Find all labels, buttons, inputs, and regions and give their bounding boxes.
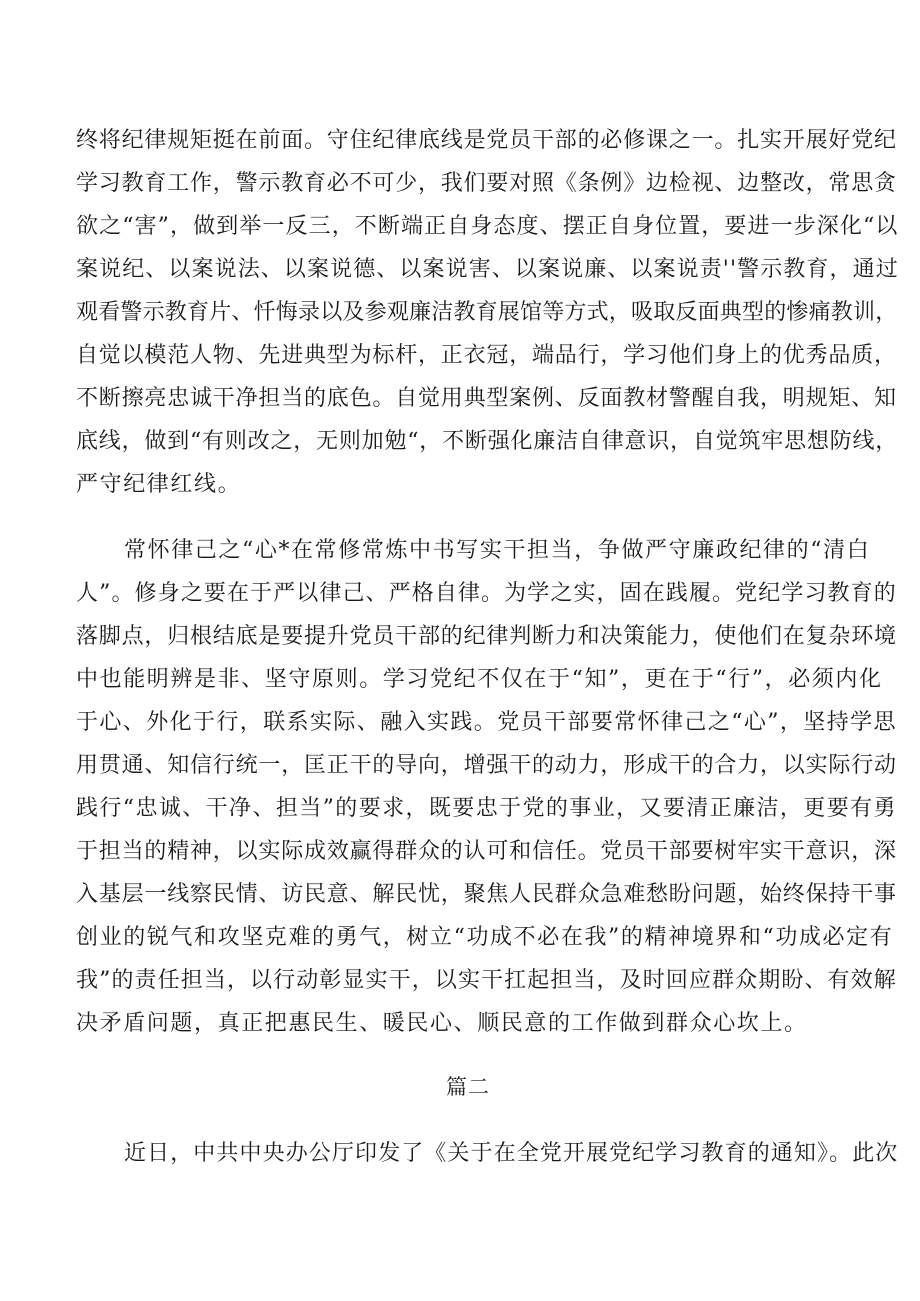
paragraph-2-line-3: 落脚点，归根结底是要提升党员干部的纪律判断力和决策能力，使他们在复杂环境	[76, 624, 897, 649]
paragraph-2-line-2: 人”。修身之要在于严以律己、严格自律。为学之实，固在践履。党纪学习教育的	[76, 581, 897, 606]
paragraph-2-line-1: 常怀律己之“心*在常修常炼中书写实干担当，争做严守廉政纪律的“清白	[124, 538, 871, 563]
paragraph-2-line-7: 践行“忠诚、干净、担当”的要求，既要忠于党的事业，又要清正廉洁，更要有勇	[76, 796, 897, 821]
paragraph-2-line-11: 我”的责任担当，以行动彰显实干，以实干扛起担当，及时回应群众期盼、有效解	[76, 968, 897, 993]
paragraph-2-line-12: 决矛盾问题，真正把惠民生、暖民心、顺民意的工作做到群众心坎上。	[76, 1011, 808, 1036]
paragraph-1-line-7: 不断擦亮忠诚干净担当的底色。自觉用典型案例、反面教材警醒自我，明规矩、知	[76, 386, 897, 411]
paragraph-1-line-3: 欲之“害”，做到举一反三，不断端正自身态度、摆正自身位置，要进一步深化“以	[76, 214, 899, 239]
paragraph-2-line-5: 于心、外化于行，联系实际、融入实践。党员干部要常怀律己之“心”，坚持学思	[76, 710, 897, 735]
paragraph-1-line-8: 底线，做到“有则改之，无则加勉“，不断强化廉洁自律意识，自觉筑牢思想防线，	[76, 429, 899, 454]
paragraph-1-line-1: 终将纪律规矩挺在前面。守住纪律底线是党员干部的必修课之一。扎实开展好党纪	[76, 128, 897, 153]
paragraph-1-line-2: 学习教育工作，警示教育必不可少，我们要对照《条例》边检视、边整改，常思贪	[76, 171, 897, 196]
paragraph-1-line-9: 严守纪律红线。	[76, 472, 242, 497]
paragraph-2-line-6: 用贯通、知信行统一，匡正干的导向，增强干的动力，形成干的合力，以实际行动	[76, 753, 897, 778]
paragraph-3-line-1: 近日，中共中央办公厅印发了《关于在全党开展党纪学习教育的通知》。此次	[124, 1141, 899, 1166]
paragraph-1-line-4: 案说纪、以案说法、以案说德、以案说害、以案说廉、以案说责''警示教育，通过	[76, 257, 899, 282]
paragraph-2-line-9: 入基层一线察民情、访民意、解民忧，聚焦人民群众急难愁盼问题，始终保持干事	[76, 882, 897, 907]
paragraph-2-line-8: 于担当的精神，以实际成效赢得群众的认可和信任。党员干部要树牢实干意识，深	[76, 839, 897, 864]
paragraph-2-line-4: 中也能明辨是非、坚守原则。学习党纪不仅在于“知”，更在于“行”，必须内化	[76, 667, 883, 692]
paragraph-2-line-10: 创业的锐气和攻坚克难的勇气，树立“功成不必在我”的精神境界和“功成必定有	[76, 925, 894, 950]
paragraph-1-line-6: 自觉以模范人物、先进典型为标杆，正衣冠，端品行，学习他们身上的优秀品质，	[76, 343, 897, 368]
section-heading: 篇二	[446, 1075, 490, 1099]
paragraph-1-line-5: 观看警示教育片、忏悔录以及参观廉洁教育展馆等方式，吸取反面典型的惨痛教训，	[76, 300, 898, 325]
